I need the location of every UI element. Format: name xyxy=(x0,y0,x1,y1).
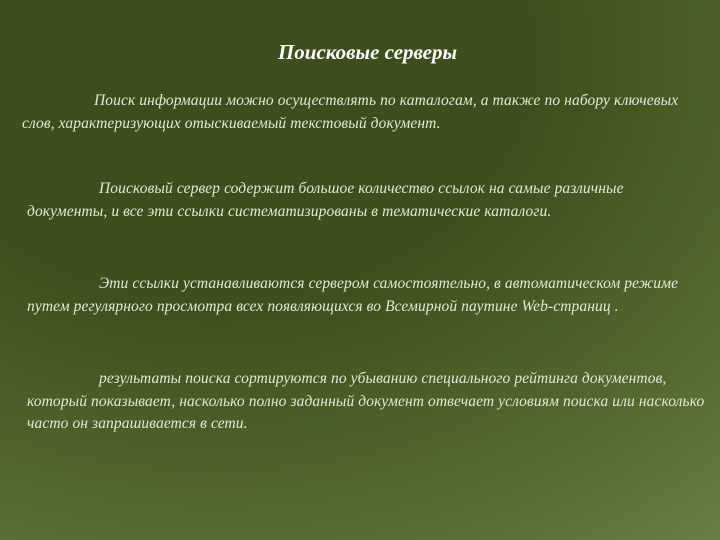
paragraph-result-ranking: результаты поиска сортируются по убыванию специального рейтинга документов, который показывает, насколько полно заданный документ отвечает условиям поиска или насколько часто он запрашивается в сети. xyxy=(27,370,705,432)
paragraph-automatic-indexing: Эти ссылки устанавливаются сервером самостоятельно, в автоматическом режиме путем регулярного просмотра всех появляющихся во Всемирной паутине Web-страниц . xyxy=(27,275,679,315)
paragraph-server-links: Поисковый сервер содержит большое количество ссылок на самые различные документы, и все эти ссылки систематизированы в тематические каталоги. xyxy=(27,180,624,220)
slide-title: Поисковые серверы xyxy=(277,40,458,64)
paragraph-search-methods: Поиск информации можно осуществлять по каталогам, а также по набору ключевых слов, характеризующих отыскиваемый текстовый документ. xyxy=(22,92,679,132)
